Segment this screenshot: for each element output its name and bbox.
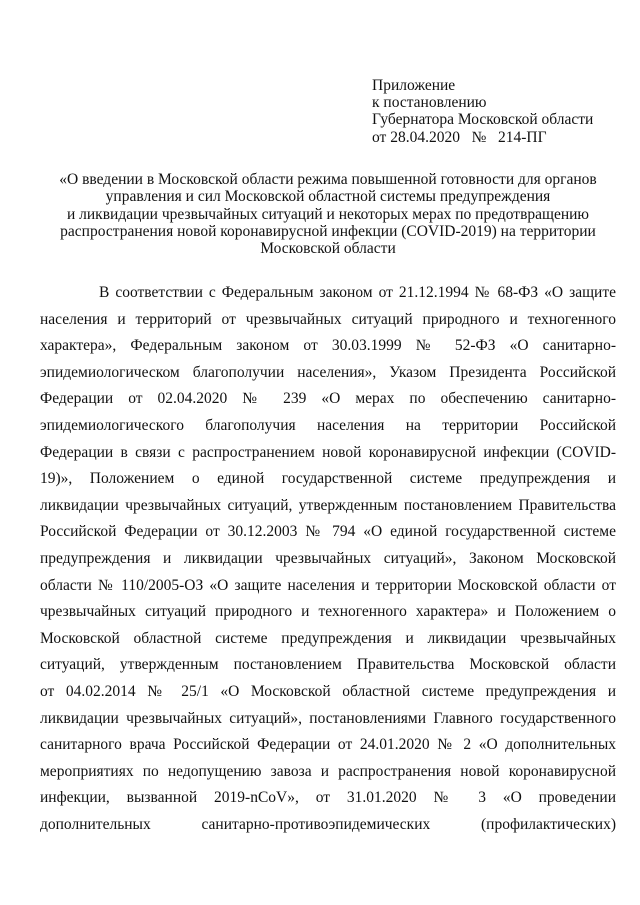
body-line: В соответствии с Федеральным законом от 21.12.1994 № 68-ФЗ «О защите (99, 284, 616, 301)
annex-line-4: от 28.04.2020 № 214-ПГ (372, 128, 547, 146)
body-line: дополнительных санитарно-противоэпидемических (профилактических) (40, 815, 616, 833)
annex-header (372, 77, 632, 146)
title-line: и ликвидации чрезвычайных ситуаций и некоторых мерах по предотвращению (66, 205, 590, 223)
body-line: характера», Федеральным законом от 30.03.1999 № 52-ФЗ «О санитарно- (40, 337, 616, 355)
body-line: предупреждения и ликвидации чрезвычайных ситуаций», Законом Московской (40, 549, 616, 567)
body-line: ситуаций, утвержденным постановлением Правительства Московской области (40, 656, 616, 674)
body-paragraph (40, 280, 616, 838)
body-line: ликвидации чрезвычайных ситуаций», постановлениями Главного государственного (40, 709, 616, 727)
body-line: области № 110/2005-ОЗ «О защите населения и территории Московской области от (40, 576, 616, 594)
annex-line-2: к постановлению (372, 94, 487, 112)
body-line: Московской областной системе предупреждения и ликвидации чрезвычайных (40, 629, 616, 647)
body-line: эпидемиологического благополучия населения на территории Российской (40, 416, 616, 434)
body-line: Федерации от 02.04.2020 № 239 «О мерах по обеспечению санитарно- (40, 390, 616, 408)
body-line: эпидемиологическом благополучии населения», Указом Президента Российской (40, 363, 616, 381)
title-line: распространения новой коронавирусной инфекции (COVID-2019) на территории (60, 222, 596, 240)
annex-line-1: Приложение (372, 77, 456, 94)
body-line: санитарного врача Российской Федерации от 24.01.2020 № 2 «О дополнительных (40, 736, 616, 754)
title-line: «О введении в Московской области режима повышенной готовности для органов (59, 171, 597, 188)
body-line: 19)», Положением о единой государственной системе предупреждения и (40, 470, 616, 488)
document-title (40, 171, 616, 257)
title-line: Московской области (260, 240, 396, 258)
body-line: населения и территорий от чрезвычайных ситуаций природного и техногенного (40, 310, 616, 328)
body-line: Федерации в связи с распространением новой коронавирусной инфекции (COVID- (40, 443, 616, 461)
body-line: чрезвычайных ситуаций природного и техногенного характера» и Положением о (40, 603, 616, 621)
title-line: управления и сил Московской областной системы предупреждения (105, 188, 551, 206)
body-line: инфекции, вызванной 2019-nCoV», от 31.01.2020 № 3 «О проведении (40, 789, 616, 807)
body-line: Российской Федерации от 30.12.2003 № 794 «О единой государственной системе (40, 523, 616, 541)
annex-line-3: Губернатора Московской области (372, 111, 594, 129)
body-line: мероприятиях по недопущению завоза и распространения новой коронавирусной (40, 762, 616, 780)
body-line: ликвидации чрезвычайных ситуаций, утвержденным постановлением Правительства (40, 496, 616, 514)
body-line: от 04.02.2014 № 25/1 «О Московской областной системе предупреждения и (40, 682, 616, 700)
